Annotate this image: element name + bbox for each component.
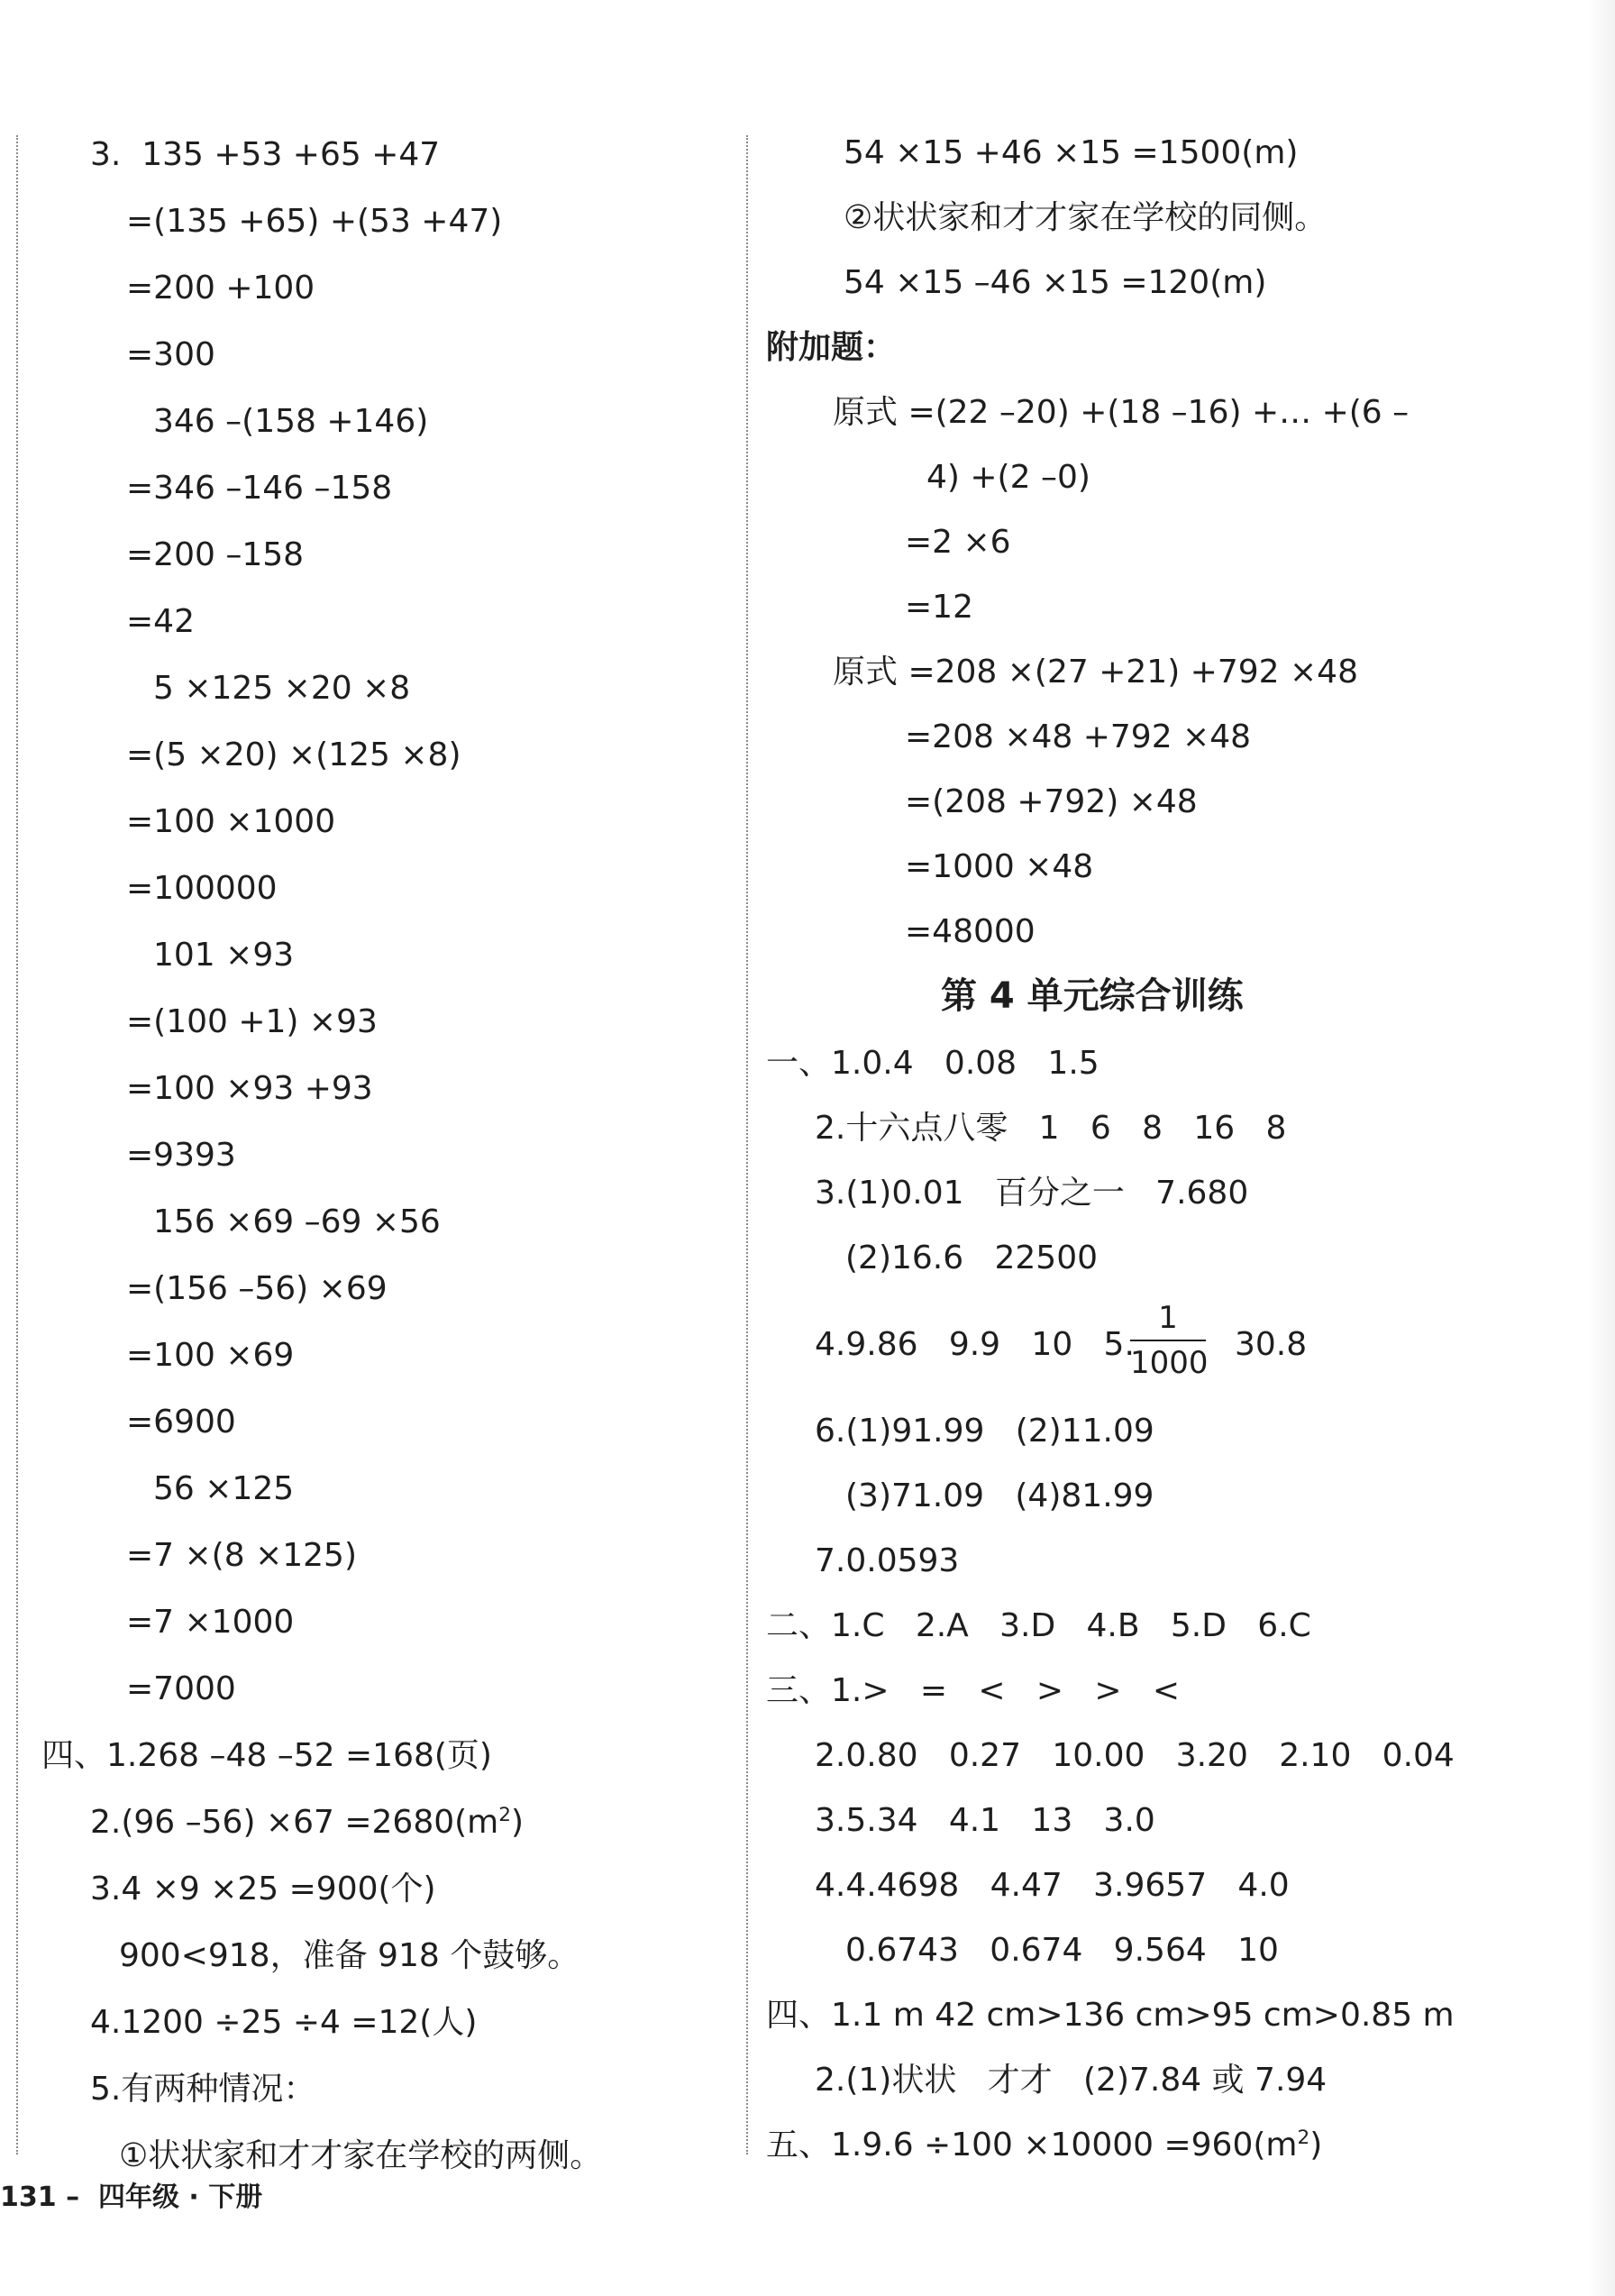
answer-line: =7 ×1000 xyxy=(126,1604,295,1641)
answer-line: =(208 +792) ×48 xyxy=(905,783,1198,820)
answer-line: 3. 135 +53 +65 +47 xyxy=(90,136,441,173)
answer-line: 4) +(2 –0) xyxy=(926,459,1090,496)
column-divider xyxy=(746,135,748,2154)
fraction-numerator: 1 xyxy=(1130,1300,1206,1341)
answer-line: 一、1.0.4 0.08 1.5 xyxy=(766,1045,1099,1082)
answer-line: 原式 =208 ×(27 +21) +792 ×48 xyxy=(833,654,1358,691)
answer-line: =1000 ×48 xyxy=(905,848,1094,885)
answer-line: =200 +100 xyxy=(126,270,315,306)
answer-line: =(100 +1) ×93 xyxy=(126,1003,378,1040)
answer-line: 2.十六点八零 1 6 8 16 8 xyxy=(815,1110,1287,1147)
answer-line: 二、1.C 2.A 3.D 4.B 5.D 6.C xyxy=(766,1607,1311,1644)
answer-line: =(156 –56) ×69 xyxy=(126,1270,388,1307)
answer-line: =12 xyxy=(905,589,973,626)
answer-line: 30.8 xyxy=(1235,1326,1308,1363)
answer-line: 3.5.34 4.1 13 3.0 xyxy=(815,1802,1155,1839)
answer-line: 2.0.80 0.27 10.00 3.20 2.10 0.04 xyxy=(815,1737,1455,1774)
answer-line: 5.有两种情况： xyxy=(90,2071,316,2108)
answer-line: (2)16.6 22500 xyxy=(845,1239,1099,1276)
answer-line: 0.6743 0.674 9.564 10 xyxy=(845,1932,1279,1969)
answer-line: =208 ×48 +792 ×48 xyxy=(905,718,1252,755)
unit-title: 第 4 单元综合训练 xyxy=(941,975,1244,1017)
answer-line: 2.(1)状状 才才 (2)7.84 或 7.94 xyxy=(815,2062,1328,2099)
answer-line: =346 –146 –158 xyxy=(126,470,393,507)
answer-line: =42 xyxy=(126,603,195,640)
answer-line: 4.1200 ÷25 ÷4 =12(人) xyxy=(90,2004,478,2041)
answer-line: =9393 xyxy=(126,1137,236,1174)
answer-line: 54 ×15 +46 ×15 =1500(m) xyxy=(844,134,1299,171)
answer-line: =48000 xyxy=(905,913,1036,950)
answer-line: 7.0.0593 xyxy=(815,1542,960,1579)
bonus-heading: 附加题： xyxy=(766,329,897,366)
fraction xyxy=(1130,1300,1209,1381)
answer-line: =100 ×69 xyxy=(126,1337,295,1374)
answer-line: 900<918，准备 918 个鼓够。 xyxy=(119,1937,580,1974)
answer-line: =(5 ×20) ×(125 ×8) xyxy=(126,736,461,773)
answer-line: =7 ×(8 ×125) xyxy=(126,1537,357,1574)
fraction-denominator: 1000 xyxy=(1130,1345,1209,1381)
page-footer: 131 – 四年级 · 下册 xyxy=(0,2182,263,2213)
answer-line: (3)71.09 (4)81.99 xyxy=(845,1477,1154,1514)
answer-line: =300 xyxy=(126,336,215,373)
answer-line: =100 ×1000 xyxy=(126,803,336,840)
answer-line: 4.4.4698 4.47 3.9657 4.0 xyxy=(815,1867,1290,1904)
answer-line: 6.(1)91.99 (2)11.09 xyxy=(815,1413,1154,1450)
answer-line: =100 ×93 +93 xyxy=(126,1070,373,1107)
answer-line: 四、1.268 –48 –52 =168(页) xyxy=(41,1737,492,1774)
answer-line: 156 ×69 –69 ×56 xyxy=(153,1203,441,1240)
answer-line: ①状状家和才才家在学校的两侧。 xyxy=(119,2137,603,2174)
answer-line: 56 ×125 xyxy=(153,1470,295,1507)
answer-line: =100000 xyxy=(126,870,278,907)
answer-line: =(135 +65) +(53 +47) xyxy=(126,203,503,240)
answer-line: =2 ×6 xyxy=(905,524,1011,561)
answer-line: 五、$1.9.6 \div 100 \times 10000 =960(m^2)$ xyxy=(766,2127,1323,2163)
superscript: 2 xyxy=(498,1804,512,1826)
answer-line: 101 ×93 xyxy=(153,937,295,974)
left-margin-divider xyxy=(16,135,18,2154)
answer-line: =6900 xyxy=(126,1404,236,1441)
answer-line: 3.4 ×9 ×25 =900(个) xyxy=(90,1871,436,1907)
answer-line: 四、1.1 m 42 cm>136 cm>95 cm>0.85 m xyxy=(766,1997,1455,2034)
answer-line: ②状状家和才才家在学校的同侧。 xyxy=(844,199,1328,236)
answer-line: 原式 =(22 –20) +(18 –16) +… +(6 – xyxy=(833,394,1410,431)
answer-line: =200 –158 xyxy=(126,536,305,573)
answer-line: 3.(1)0.01 百分之一 7.680 xyxy=(815,1175,1249,1212)
page-edge-shadow xyxy=(1588,0,1615,2296)
superscript: 2 xyxy=(1297,2127,1310,2149)
answer-line: 5 ×125 ×20 ×8 xyxy=(153,670,411,707)
answer-line: 54 ×15 –46 ×15 =120(m) xyxy=(844,264,1267,301)
answer-line: =7000 xyxy=(126,1670,236,1707)
answer-line: 346 –(158 +146) xyxy=(153,403,429,440)
answer-line: 4.9.86 9.9 10 5. xyxy=(815,1326,1135,1363)
answer-line: 三、1.> = < > > < xyxy=(766,1672,1180,1709)
answer-line: 2.(96 $-56) \times 67 =2680(m^2)$ xyxy=(90,1804,525,1841)
